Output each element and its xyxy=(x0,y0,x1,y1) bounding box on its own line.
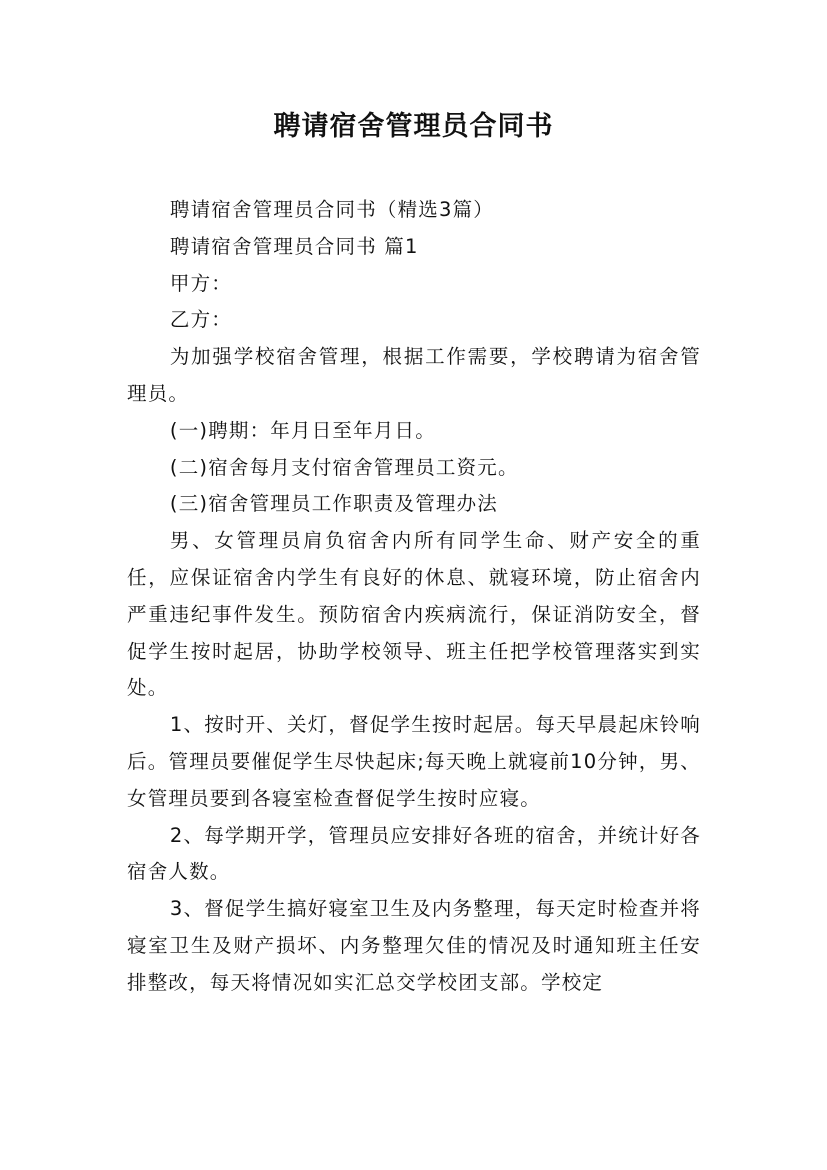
paragraph-party-a: 甲方： xyxy=(169,271,232,295)
paragraph-salary: (二)宿舍每月支付宿舍管理员工资元。 xyxy=(169,455,519,479)
paragraph-duties-overview: 男、女管理员肩负宿舍内所有同学生命、财产安全的重任，应保证宿舍内学生有良好的休息、就寝环境，防止宿舍内严重违纪事件发生。预防宿舍内疾病流行，保证消防安全，督促学生按时起居，协助学校领导、班主任把学校管理落实到实处。 xyxy=(127,529,701,700)
paragraph-intro: 为加强学校宿舍管理，根据工作需要，学校聘请为宿舍管理员。 xyxy=(127,345,701,405)
paragraph-section-heading: 聘请宿舍管理员合同书 篇1 xyxy=(169,234,419,258)
paragraph-duty-2: 2、每学期开学，管理员应安排好各班的宿舍，并统计好各宿舍人数。 xyxy=(127,823,701,884)
document-body xyxy=(127,192,701,1002)
paragraph-term: (一)聘期：年月日至年月日。 xyxy=(169,418,436,442)
paragraph-duty-1: 1、按时开、关灯，督促学生按时起居。每天早晨起床铃响后。管理员要催促学生尽快起床;每天晚上就寝前10分钟，男、女管理员要到各寝室检查督促学生按时应寝。 xyxy=(127,713,701,810)
document-title: 聘请宿舍管理员合同书 xyxy=(273,111,554,142)
paragraph-duties-heading: (三)宿舍管理员工作职责及管理办法 xyxy=(169,492,499,516)
paragraph-subtitle: 聘请宿舍管理员合同书（精选3篇） xyxy=(169,198,494,221)
paragraph-duty-3: 3、督促学生搞好寝室卫生及内务整理，每天定时检查并将寝室卫生及财产损坏、内务整理欠佳的情况及时通知班主任安排整改，每天将情况如实汇总交学校团支部。学校定 xyxy=(127,897,701,994)
paragraph-party-b: 乙方： xyxy=(169,308,232,332)
